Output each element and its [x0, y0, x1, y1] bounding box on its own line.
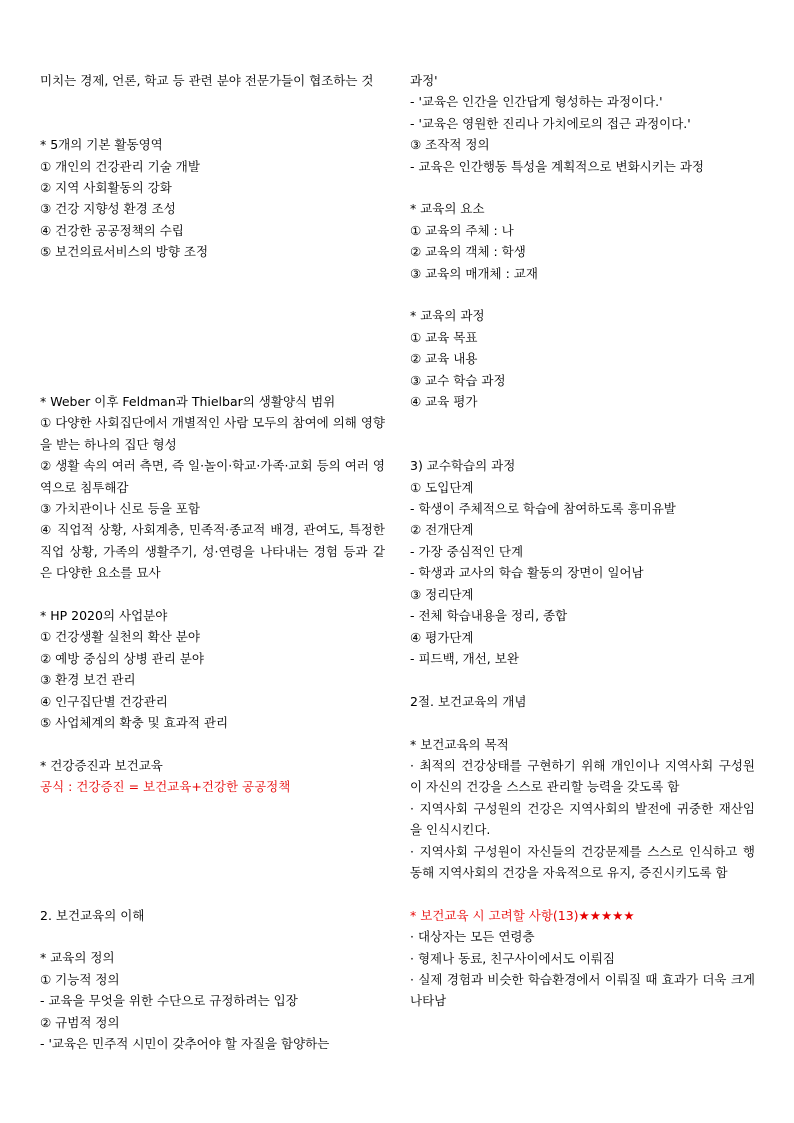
process-title: * 교육의 과정: [410, 308, 485, 324]
teaching-item: ① 도입단계: [410, 479, 474, 495]
teaching-item: - 피드백, 개선, 보완: [410, 650, 519, 666]
considerations-item: · 대상자는 모든 연령층: [410, 929, 535, 945]
hp2020-item: ② 예방 중심의 상병 관리 분야: [40, 650, 204, 666]
hp2020-item: ③ 환경 보건 관리: [40, 672, 136, 688]
hp2020-item: ⑤ 사업체계의 확충 및 효과적 관리: [40, 715, 229, 731]
intro-paragraph: 미치는 경제, 언론, 학교 등 관련 분야 전문가들이 협조하는 것: [40, 73, 374, 88]
process-item: ③ 교수 학습 과정: [410, 372, 506, 388]
definition-cont: - '교육은 인간을 인간답게 형성하는 과정이다.': [410, 94, 663, 110]
right-column: [410, 70, 755, 1012]
process-item: ② 교육 내용: [410, 351, 478, 367]
five-areas-item: ② 지역 사회활동의 강화: [40, 180, 172, 195]
definition-title: * 교육의 정의: [40, 950, 115, 966]
teaching-item: ④ 평가단계: [410, 629, 474, 645]
definition-cont: - '교육은 영원한 진리나 가치에로의 접근 과정이다.': [410, 115, 691, 131]
elements-item: ② 교육의 객체 : 학생: [410, 244, 526, 260]
teaching-item: ② 전개단계: [410, 522, 474, 538]
hp2020-item: ④ 인구집단별 건강관리: [40, 693, 168, 709]
elements-item: ③ 교육의 매개체 : 교재: [410, 265, 538, 281]
definition-item: ① 기능적 정의: [40, 971, 120, 987]
definition-cont: - 교육은 인간행동 특성을 계획적으로 변화시키는 과정: [410, 158, 705, 174]
elements-item: ① 교육의 주체 : 나: [410, 222, 514, 238]
teaching-item: - 학생이 주체적으로 학습에 참여하도록 흥미유발: [410, 501, 676, 517]
definition-item: ② 규범적 정의: [40, 1014, 120, 1030]
purpose-item: · 최적의 건강상태를 구현하기 위해 개인이나 지역사회 구성원이 자신의 건강을 스스로 관리할 능력을 갖도록 함: [410, 757, 755, 795]
five-areas-item: ⑤ 보건의료서비스의 방향 조정: [40, 244, 209, 260]
teaching-title: 3) 교수학습의 과정: [410, 458, 516, 474]
considerations-item: · 실제 경험과 비슷한 학습환경에서 이뤄질 때 효과가 더욱 크게 나타남: [410, 971, 755, 1009]
lifestyle-item: ① 다양한 사회집단에서 개별적인 사람 모두의 참여에 의해 영향을 받는 하나의 집단 형성: [40, 415, 385, 452]
purpose-item: · 지역사회 구성원의 건강은 지역사회의 발전에 귀중한 재산임을 인식시킨다.: [410, 800, 755, 838]
five-areas-item: ③ 건강 지향성 환경 조성: [40, 201, 176, 217]
section-heading: 2. 보건교육의 이해: [40, 907, 145, 923]
definition-item: - '교육은 민주적 시민이 갖추어야 할 자질을 함양하는: [40, 1036, 330, 1052]
teaching-item: - 전체 학습내용을 정리, 종합: [410, 608, 568, 624]
promotion-formula: 공식 : 건강증진 = 보건교육+건강한 공공정책: [40, 779, 291, 795]
definition-item: - 교육을 무엇을 위한 수단으로 규정하려는 입장: [40, 993, 298, 1009]
teaching-item: - 학생과 교사의 학습 활동의 장면이 일어남: [410, 565, 644, 581]
five-areas-item: ① 개인의 건강관리 기술 개발: [40, 158, 200, 174]
elements-title: * 교육의 요소: [410, 201, 485, 217]
lifestyle-item: ② 생활 속의 여러 측면, 즉 일·놀이·학교·가족·교회 등의 여러 영역으로 침투해감: [40, 458, 385, 495]
hp2020-item: ① 건강생활 실천의 확산 분야: [40, 629, 200, 645]
process-item: ① 교육 목표: [410, 329, 478, 345]
lifestyle-item: ④ 직업적 상황, 사회계층, 민족적·종교적 배경, 관여도, 특정한 직업 상황, 가족의 생활주기, 성·연령을 나타내는 경험 등과 같은 다양한 요소를 묘사: [40, 522, 385, 581]
promotion-title: * 건강증진과 보건교육: [40, 757, 163, 773]
considerations-item: · 형제나 동료, 친구사이에서도 이뤄짐: [410, 950, 615, 966]
purpose-item: · 지역사회 구성원이 자신들의 건강문제를 스스로 인식하고 행동해 지역사회의 건강을 자육적으로 유지, 증진시키도록 함: [410, 843, 755, 880]
considerations-title: * 보건교육 시 고려할 사항(13)★★★★★: [410, 907, 635, 923]
section-heading: 2절. 보건교육의 개념: [410, 693, 527, 709]
process-item: ④ 교육 평가: [410, 394, 478, 410]
lifestyle-title: * Weber 이후 Feldman과 Thielbar의 생활양식 범위: [40, 393, 336, 409]
teaching-item: - 가장 중심적인 단계: [410, 543, 524, 559]
lifestyle-item: ③ 가치관이나 신로 등을 포함: [40, 501, 200, 516]
five-areas-title: * 5개의 기본 활동영역: [40, 137, 163, 153]
teaching-item: ③ 정리단계: [410, 586, 474, 602]
hp2020-title: * HP 2020의 사업분야: [40, 608, 168, 624]
left-column: [40, 70, 385, 1054]
purpose-title: * 보건교육의 목적: [410, 736, 509, 752]
five-areas-item: ④ 건강한 공공정책의 수립: [40, 222, 184, 238]
definition-cont: 과정': [410, 73, 438, 88]
definition-cont: ③ 조작적 정의: [410, 137, 490, 153]
